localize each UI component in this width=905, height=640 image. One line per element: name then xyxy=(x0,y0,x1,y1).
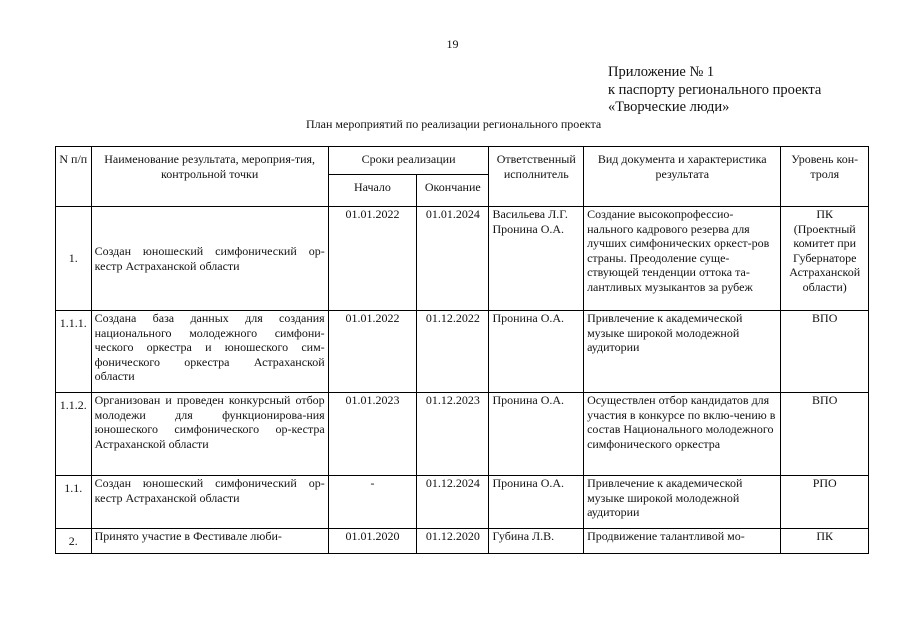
cell-document: Осуществлен отбор кандидатов для участия в конкурсе по вклю-чению в состав Национального молодежного симфонического оркестра xyxy=(584,393,781,476)
table-row xyxy=(56,393,869,476)
cell-document: Привлечение к академической музыке широкой молодежной аудитории xyxy=(584,311,781,393)
cell-end: 01.12.2022 xyxy=(417,311,489,393)
cell-name: Организован и проведен конкурсный отбор молодежи для функционирова-ния юношеского симфонического ор-кестра Астраханской области xyxy=(91,393,328,476)
cell-end: 01.01.2024 xyxy=(417,207,489,311)
cell-name: Создан юношеский симфонический ор-кестр Астраханской области xyxy=(91,207,328,311)
cell-start: 01.01.2023 xyxy=(328,393,417,476)
header-period: Сроки реализации xyxy=(328,147,489,175)
header-num: N п/п xyxy=(56,147,92,207)
cell-num: 1. xyxy=(56,207,92,311)
cell-document: Привлечение к академической музыке широкой молодежной аудитории xyxy=(584,476,781,529)
header-row xyxy=(56,147,869,175)
cell-responsible: Пронина О.А. xyxy=(489,476,584,529)
table-row xyxy=(56,529,869,554)
appendix-caption xyxy=(608,64,821,117)
header-start: Начало xyxy=(328,175,417,207)
cell-end: 01.12.2023 xyxy=(417,393,489,476)
table-row xyxy=(56,311,869,393)
cell-responsible: Васильева Л.Г. Пронина О.А. xyxy=(489,207,584,311)
appendix-line-3: «Творческие люди» xyxy=(608,99,730,115)
cell-num: 2. xyxy=(56,529,92,554)
cell-control: ВПО xyxy=(781,393,869,476)
cell-name: Принято участие в Фестивале люби- xyxy=(91,529,328,554)
cell-end: 01.12.2020 xyxy=(417,529,489,554)
header-end: Окончание xyxy=(417,175,489,207)
table-row xyxy=(56,476,869,529)
cell-num: 1.1.1. xyxy=(56,311,92,393)
plan-title: План мероприятий по реализации регионального проекта xyxy=(306,117,602,131)
cell-document: Продвижение талантливой мо- xyxy=(584,529,781,554)
cell-control: РПО xyxy=(781,476,869,529)
header-responsible: Ответственный исполнитель xyxy=(489,147,584,207)
cell-start: 01.01.2022 xyxy=(328,311,417,393)
cell-start: 01.01.2020 xyxy=(328,529,417,554)
header-control: Уровень кон-троля xyxy=(781,147,869,207)
cell-responsible: Пронина О.А. xyxy=(489,311,584,393)
events-plan-table xyxy=(55,146,869,554)
header-document: Вид документа и характеристика результата xyxy=(584,147,781,207)
cell-responsible: Губина Л.В. xyxy=(489,529,584,554)
cell-control: ВПО xyxy=(781,311,869,393)
cell-start: 01.01.2022 xyxy=(328,207,417,311)
header-name: Наименование результата, мероприя-тия, контрольной точки xyxy=(91,147,328,207)
cell-start: - xyxy=(328,476,417,529)
cell-num: 1.1. xyxy=(56,476,92,529)
table-row xyxy=(56,207,869,311)
cell-num: 1.1.2. xyxy=(56,393,92,476)
cell-document: Создание высокопрофессио-нального кадрового резерва для лучших симфонических оркест-ров страны. Преодоление суще-ствующей тенденции оттока та-лантливых музыкантов за рубеж xyxy=(584,207,781,311)
appendix-line-1: Приложение № 1 xyxy=(608,64,715,80)
cell-end: 01.12.2024 xyxy=(417,476,489,529)
cell-responsible: Пронина О.А. xyxy=(489,393,584,476)
cell-name: Создана база данных для создания национального молодежного симфони-ческого оркестра и юношеского сим-фонического оркестра Астраханской области xyxy=(91,311,328,393)
cell-name: Создан юношеский симфонический ор-кестр Астраханской области xyxy=(91,476,328,529)
cell-control: ПК xyxy=(781,529,869,554)
cell-control: ПК (Проектный комитет при Губернаторе Астраханской области) xyxy=(781,207,869,311)
appendix-line-2: к паспорту регионального проекта xyxy=(608,81,822,98)
page-number: 19 xyxy=(446,37,459,51)
